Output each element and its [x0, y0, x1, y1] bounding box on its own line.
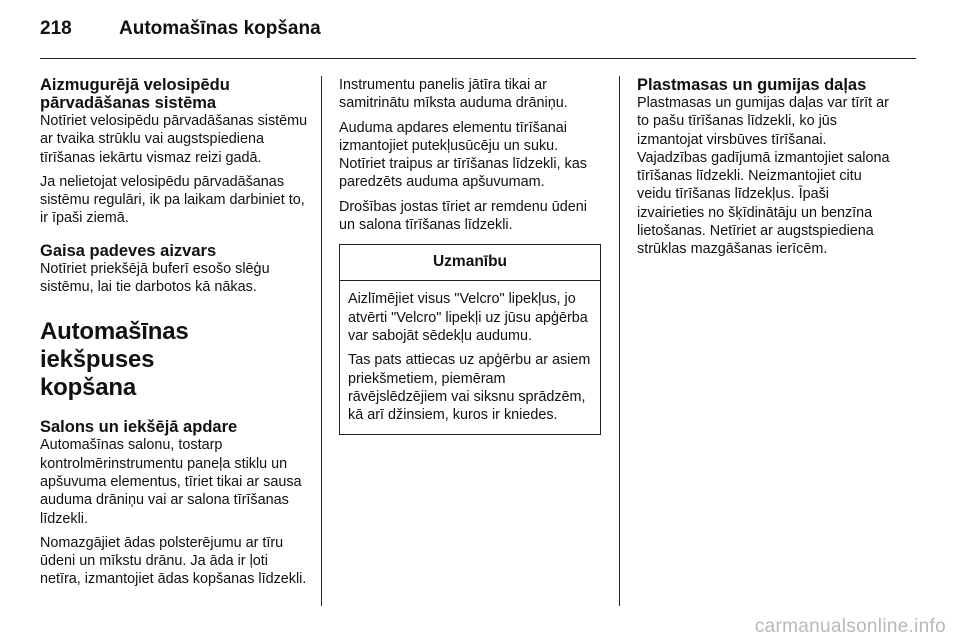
paragraph: Instrumentu panelis jātīra tikai ar samitrinātu mīksta auduma drāniņu.: [339, 77, 568, 112]
heading-line: kopšana: [40, 374, 136, 402]
paragraph: Plastmasas un gumijas daļas var tīrīt ar to pašu tīrīšanas līdzekli, ko jūs izmantojat virsbūves tīrīšanai. Vajadzības gadījumā izmantojiet salona tīrīšanas līdzekli. Neizmantojiet citu veidu tīrīšanas līdzekļus. Īpaši izvairieties no šķīdinātāju un benzīna lietošanas. Netīriet ar augstspiediena strūklas mazgāšanas ierīcēm.: [637, 95, 890, 258]
warning-body: [340, 281, 600, 434]
heading-line: pārvadāšanas sistēma: [40, 94, 217, 112]
warning-paragraph: Aizlīmējiet visus "Velcro" lipekļus, jo atvērti "Velcro" lipekļi uz jūsu apģērba var sabojāt sēdekļu audumu.: [348, 291, 588, 344]
paragraph: Ja nelietojat velosipēdu pārvadāšanas sistēmu regulāri, ik pa laikam darbiniet to, ir īpaši ziemā.: [40, 173, 305, 227]
watermark: carmanualsonline.info: [754, 616, 946, 637]
paragraph: Drošības jostas tīriet ar remdenu ūdeni un salona tīrīšanas līdzekli.: [339, 198, 587, 234]
paragraph: Notīriet velosipēdu pārvadāšanas sistēmu ar tvaika strūklu vai augstspiediena tīrīšanas iekārtu vismaz reizi gadā.: [40, 113, 308, 166]
page-number: 218: [40, 18, 72, 39]
heading-line: Aizmugurējā velosipēdu: [40, 76, 230, 94]
paragraph: Nomazgājiet ādas polsterējumu ar tīru ūdeni un mīkstu drānu. Ja āda ir ļoti netīra, izmantojiet ādas kopšanas līdzekli.: [40, 534, 307, 588]
warning-box: [339, 244, 601, 435]
section-heading-interior-trim: Salons un iekšējā apdare: [40, 418, 238, 437]
column-left: [40, 76, 308, 589]
column-divider: [321, 76, 322, 606]
section-heading-bike-carrier: [40, 76, 308, 112]
chapter-title: Automašīnas kopšana: [119, 18, 321, 39]
warning-title: Uzmanību: [340, 245, 600, 281]
warning-paragraph: Tas pats attiecas uz apģērbu ar asiem priekšmetiem, piemēram rāvējslēdzējiem vai siksnu sprādzēm, kā arī džinsiem, kuros ir kniedes.: [348, 352, 591, 424]
column-middle: [339, 76, 601, 435]
paragraph: Notīriet priekšējā buferī esošo slēģu sistēmu, lai tie darbotos kā nākas.: [40, 260, 270, 296]
column-divider: [619, 76, 620, 606]
heading-line: Automašīnas iekšpuses: [40, 318, 189, 374]
paragraph: Automašīnas salonu, tostarp kontrolmērinstrumentu paneļa stiklu un apšuvuma elementus, tīriet tikai ar sausa auduma drāniņu vai ar salona tīrīšanas līdzekli.: [40, 437, 302, 527]
section-heading-plastic-rubber: Plastmasas un gumijas daļas: [637, 76, 867, 94]
main-heading-interior-care: [40, 318, 308, 402]
paragraph: Auduma apdares elementu tīrīšanai izmantojiet putekļusūcēju un suku. Notīriet traipus ar tīrīšanas līdzekli, kas paredzēts auduma apšuvumam.: [339, 119, 587, 191]
header-rule: [40, 58, 916, 59]
column-right: [637, 76, 899, 259]
section-heading-air-shutter: Gaisa padeves aizvars: [40, 241, 217, 260]
